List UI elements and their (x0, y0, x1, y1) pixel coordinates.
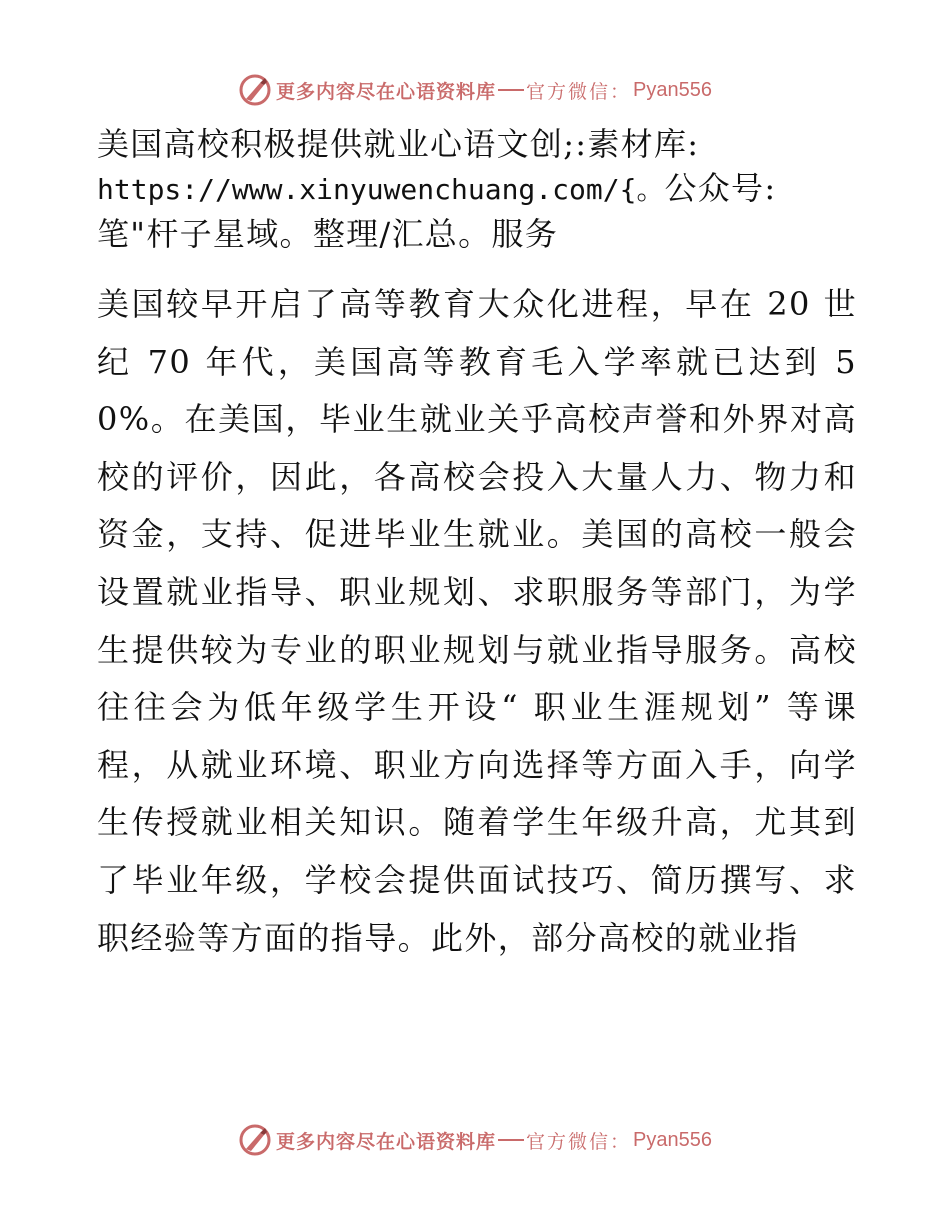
watermark-dash (498, 89, 524, 91)
title-url-link[interactable]: https://www.xinyuwenchuang.com/{。 (97, 173, 665, 206)
title-line-2-rest: 公众号: (664, 169, 777, 207)
watermark-wechat-id: Pyan556 (633, 1128, 712, 1151)
body-paragraph: 美国较早开启了高等教育大众化进程，早在 20 世纪 70 年代，美国高等教育毛入学率就已达到 50%。在美国，毕业生就业关乎高校声誉和外界对高校的评价，因此，各高校会投入大量人力、物力和资金，支持、促进毕业生就业。美国的高校一般会设置就业指导、职业规划、求职服务等部门，为学生提供较为专业的职业规划与就业指导服务。高校往往会为低年级学生开设“ 职业生涯规划” 等课程，从就业环境、职业方向选择等方面入手，向学生传授就业相关知识。随着学生年级升高，尤其到了毕业年级，学校会提供面试技巧、简历撰写、求职经验等方面的指导。此外，部分高校的就业指 (97, 285, 857, 957)
document-content (97, 122, 857, 967)
title-line-3: 笔"杆子星域。整理/汇总。服务 (97, 215, 559, 253)
footer-watermark (0, 1120, 950, 1160)
pen-circle-logo-icon (238, 73, 272, 107)
watermark-official-label: 官方微信： (526, 80, 632, 103)
header-watermark (0, 70, 950, 110)
title-line-1: 美国高校积极提供就业心语文创;:素材库: (97, 125, 700, 163)
pen-circle-logo-icon (238, 1123, 272, 1157)
watermark-brand-text: 更多内容尽在心语资料库 (276, 1130, 497, 1153)
document-title (97, 122, 857, 256)
watermark-official-label: 官方微信： (526, 1130, 632, 1153)
watermark-brand-text: 更多内容尽在心语资料库 (276, 80, 497, 103)
watermark-dash (498, 1139, 524, 1141)
watermark-wechat-id: Pyan556 (633, 78, 712, 101)
